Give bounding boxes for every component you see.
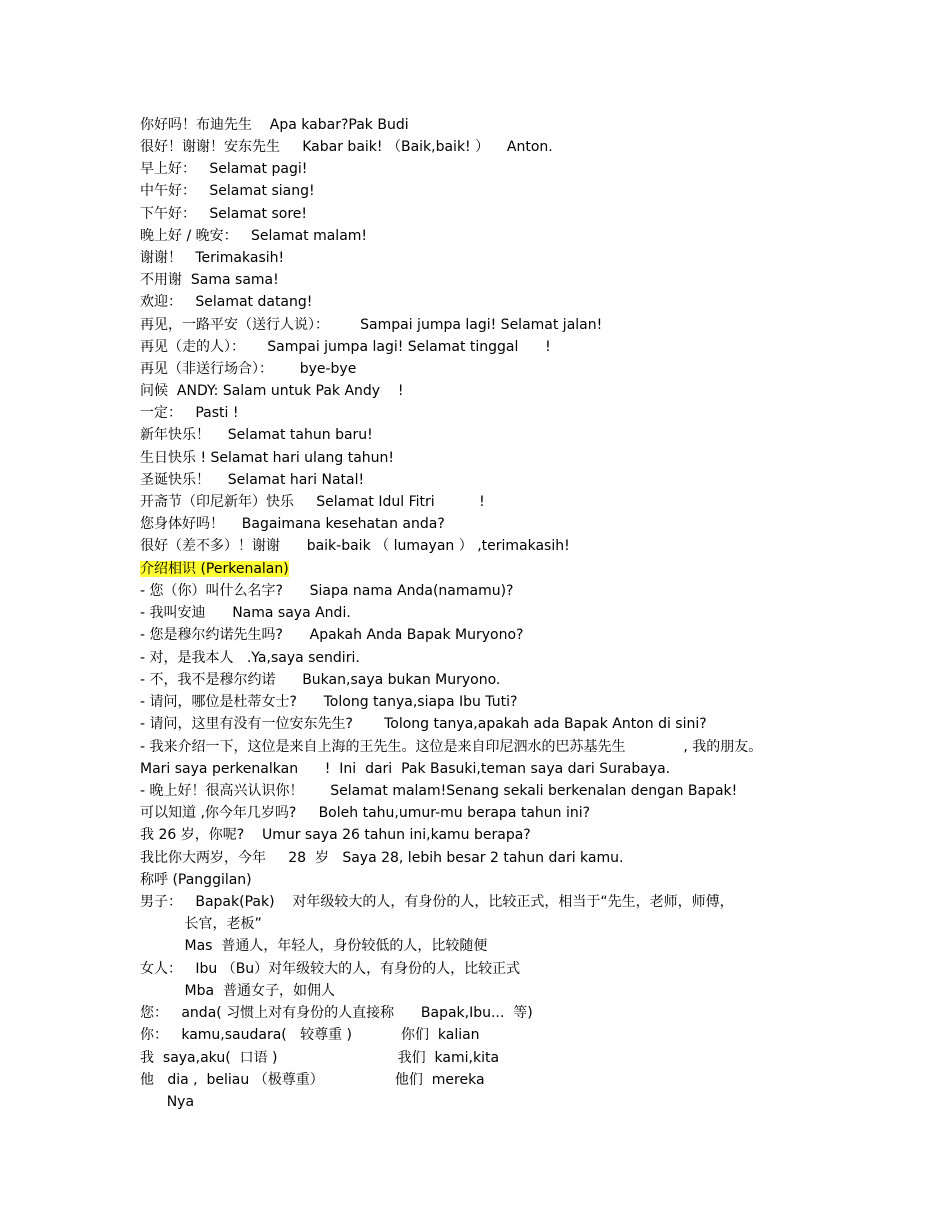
text-line (140, 1049, 930, 1067)
text-line (140, 182, 930, 200)
text-line (140, 1004, 930, 1022)
text-line-content: 可以知道 ,你今年几岁吗? Boleh tahu,umur-mu berapa tahun ini? (140, 805, 591, 821)
text-line-content: - 您是穆尔约诺先生吗? Apakah Anda Bapak Muryono? (140, 627, 524, 643)
text-line (140, 360, 930, 378)
text-line (140, 960, 930, 978)
text-line (140, 404, 930, 422)
text-line-content: 晚上好 / 晚安： Selamat malam! (140, 228, 368, 244)
text-line-content: Mari saya perkenalkan ! Ini dari Pak Basuki,teman saya dari Surabaya. (140, 761, 671, 777)
section-heading-panggilan (140, 871, 930, 889)
text-line-content: 很好！谢谢！安东先生 Kabar baik! （Baik,baik! ） Anton. (140, 139, 553, 155)
text-line (140, 1071, 930, 1089)
text-line-content: - 晚上好！很高兴认识你！ Selamat malam!Senang sekali berkenalan dengan Bapak! (140, 783, 738, 799)
text-line-content: 开斋节（印尼新年）快乐 Selamat Idul Fitri ! (140, 494, 485, 510)
text-line (140, 493, 930, 511)
text-line-content: 一定： Pasti ! (140, 405, 239, 421)
text-line (140, 138, 930, 156)
text-line (140, 1026, 930, 1044)
text-line (140, 671, 930, 689)
text-line-content: Nya (140, 1094, 195, 1110)
text-line (140, 293, 930, 311)
text-line (140, 715, 930, 733)
text-line (140, 316, 930, 334)
text-line (140, 826, 930, 844)
text-line-content: 你好吗！布迪先生 Apa kabar?Pak Budi (140, 117, 409, 133)
text-line (140, 471, 930, 489)
text-line (140, 426, 930, 444)
text-line (140, 604, 930, 622)
text-line-content: - 请问，这里有没有一位安东先生? Tolong tanya,apakah ada Bapak Anton di sini? (140, 716, 707, 732)
text-line-content: 圣诞快乐！ Selamat hari Natal! (140, 472, 365, 488)
text-line (140, 537, 930, 555)
text-line-content: 男子： Bapak(Pak) 对年级较大的人，有身份的人，比较正式，相当于“先生，老师，师傅， (140, 894, 734, 910)
text-line (140, 449, 930, 467)
text-line (140, 227, 930, 245)
text-line-content: 谢谢！ Terimakasih! (140, 250, 285, 266)
text-line (140, 1093, 930, 1111)
text-line-content: 问候 ANDY: Salam untuk Pak Andy ! (140, 383, 404, 399)
text-line-content: 称呼 (Panggilan) (140, 872, 252, 888)
text-line (140, 582, 930, 600)
text-line-content: 很好（差不多）！谢谢 baik-baik （ lumayan ） ,terimakasih! (140, 538, 570, 554)
text-line-content: 我 saya,aku( 口语 ) 我们 kami,kita (140, 1050, 500, 1066)
text-line-content: 不用谢 Sama sama! (140, 272, 279, 288)
text-line (140, 338, 930, 356)
text-line-content: 生日快乐 ! Selamat hari ulang tahun! (140, 450, 395, 466)
text-line-content: 您身体好吗！ Bagaimana kesehatan anda? (140, 516, 445, 532)
text-line-content: 介绍相识 (Perkenalan) (140, 561, 289, 577)
text-line (140, 649, 930, 667)
text-line-content: 早上好： Selamat pagi! (140, 161, 308, 177)
text-line (140, 982, 930, 1000)
text-line-content: - 不，我不是穆尔约诺 Bukan,saya bukan Muryono. (140, 672, 501, 688)
text-line (140, 937, 930, 955)
text-line-content: 我比你大两岁，今年 28 岁 Saya 28, lebih besar 2 tahun dari kamu. (140, 850, 624, 866)
text-line (140, 271, 930, 289)
text-line (140, 782, 930, 800)
text-line (140, 693, 930, 711)
text-line-content: - 我叫安迪 Nama saya Andi. (140, 605, 351, 621)
text-line (140, 160, 930, 178)
text-line-content: - 我来介绍一下，这位是来自上海的王先生。这位是来自印尼泗水的巴苏基先生 , 我的朋友。 (140, 739, 763, 755)
text-line (140, 849, 930, 867)
text-line-content: 再见，一路平安（送行人说）： Sampai jumpa lagi! Selamat jalan! (140, 317, 603, 333)
text-line (140, 515, 930, 533)
text-line-content: - 您（你）叫什么名字? Siapa nama Anda(namamu)? (140, 583, 514, 599)
text-line-content: Mba 普通女子，如佣人 (140, 983, 335, 999)
text-line (140, 205, 930, 223)
text-line-content: 下午好： Selamat sore! (140, 206, 308, 222)
text-line (140, 626, 930, 644)
text-line-content: 您： anda( 习惯上对有身份的人直接称 Bapak,Ibu... 等) (140, 1005, 533, 1021)
text-line (140, 760, 930, 778)
text-line (140, 382, 930, 400)
text-line-content: - 对，是我本人 .Ya,saya sendiri. (140, 650, 360, 666)
text-line-content: 长官，老板” (140, 916, 262, 932)
text-line-content: 我 26 岁，你呢? Umur saya 26 tahun ini,kamu berapa? (140, 827, 531, 843)
text-line (140, 738, 930, 756)
section-heading-perkenalan (140, 560, 930, 578)
text-line-content: 新年快乐！ Selamat tahun baru! (140, 427, 373, 443)
text-line-content: 中午好： Selamat siang! (140, 183, 315, 199)
text-line-content: 欢迎： Selamat datang! (140, 294, 313, 310)
text-line-content: 他 dia , beliau （极尊重） 他们 mereka (140, 1072, 485, 1088)
text-line-content: 再见（走的人）： Sampai jumpa lagi! Selamat tinggal ! (140, 339, 551, 355)
text-line-content: Mas 普通人，年轻人，身份较低的人，比较随便 (140, 938, 488, 954)
text-line (140, 249, 930, 267)
text-line (140, 804, 930, 822)
text-line-content: - 请问，哪位是杜蒂女士? Tolong tanya,siapa Ibu Tuti? (140, 694, 518, 710)
text-line-content: 你： kamu,saudara( 较尊重 ) 你们 kalian (140, 1027, 480, 1043)
text-line (140, 915, 930, 933)
text-line (140, 893, 930, 911)
text-line (140, 116, 930, 134)
text-line-content: 再见（非送行场合）： bye-bye (140, 361, 357, 377)
text-line-content: 女人： Ibu （Bu）对年级较大的人，有身份的人，比较正式 (140, 961, 521, 977)
